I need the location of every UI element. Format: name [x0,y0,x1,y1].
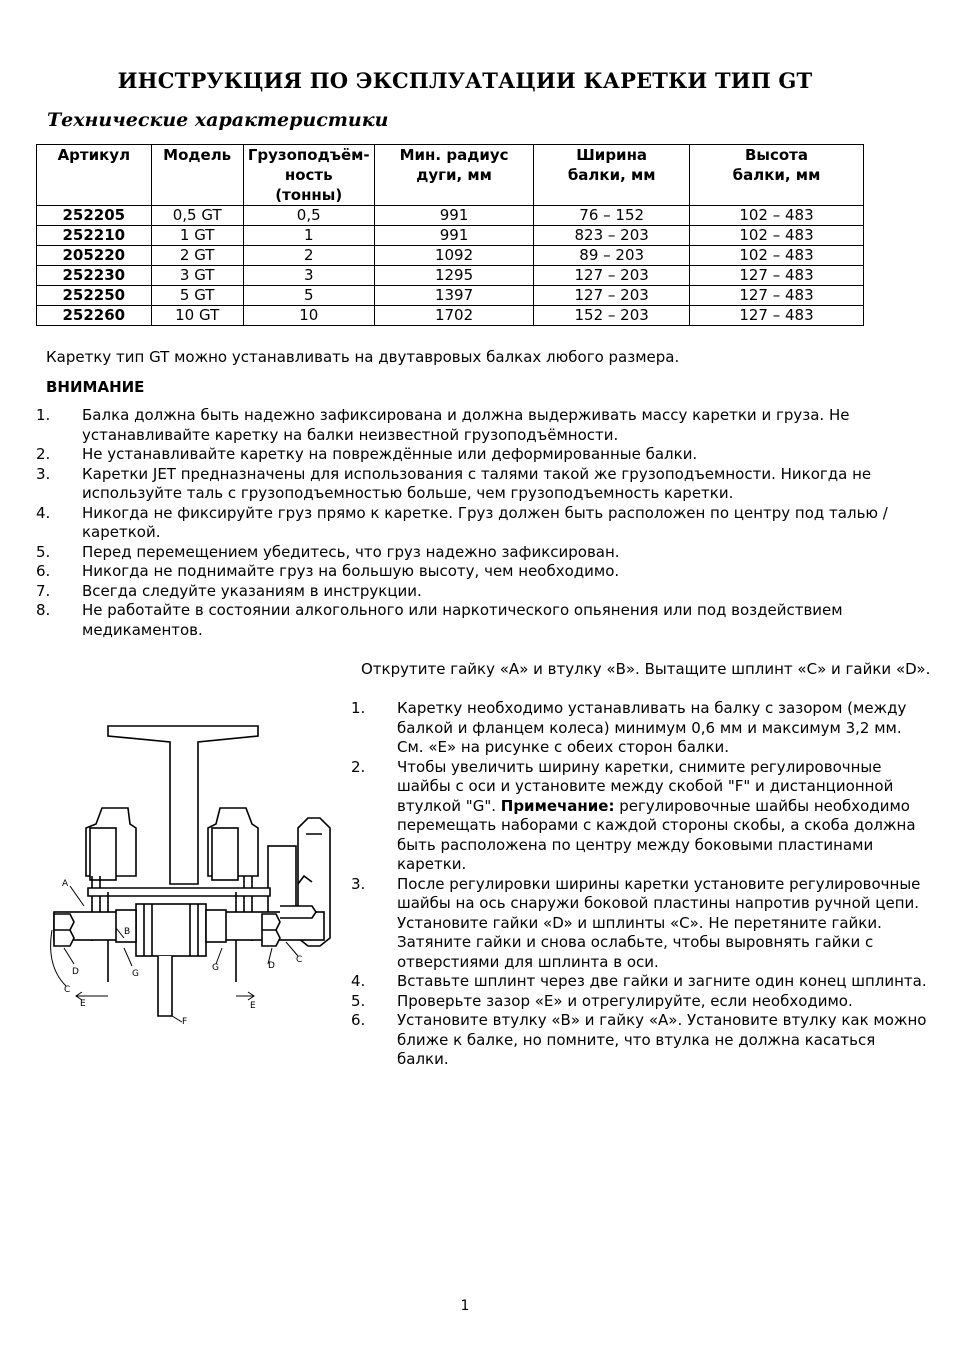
list-item: 6. Никогда не поднимайте груз на большую высоту, чем необходимо. [36,562,620,580]
cell-model: 3 GT [151,266,243,286]
cell-width: 127 – 203 [534,286,690,306]
cell-radius: 991 [374,206,534,226]
label-d-left: D [72,967,79,977]
cell-width: 127 – 203 [534,266,690,286]
table-row [37,206,864,226]
label-g-right: G [212,963,219,973]
cell-width: 823 – 203 [534,226,690,246]
table-row [37,266,864,286]
cell-radius: 991 [374,226,534,246]
list-item: 6. Установите втулку «В» и гайку «А». Установите втулку как можно ближе к балке, но помните, что втулка не должна касаться балки. [351,1011,927,1068]
cell-article: 205220 [37,246,152,266]
cell-height: 102 – 483 [689,206,863,226]
cell-capacity: 10 [243,306,374,326]
cell-model: 0,5 GT [151,206,243,226]
intro-text: Каретку тип GT можно устанавливать на двутавровых балках любого размера. [46,348,680,366]
header-radius: Мин. радиус дуги, мм [374,145,534,206]
cell-radius: 1397 [374,286,534,306]
cell-capacity: 0,5 [243,206,374,226]
cell-article: 252250 [37,286,152,306]
cell-model: 10 GT [151,306,243,326]
cell-height: 127 – 483 [689,286,863,306]
cell-capacity: 2 [243,246,374,266]
header-model: Модель [151,145,243,206]
cell-model: 1 GT [151,226,243,246]
warning-heading: ВНИМАНИЕ [46,378,145,396]
list-item: 5. Перед перемещением убедитесь, что груз надежно зафиксирован. [36,542,620,561]
cell-article: 252260 [37,306,152,326]
label-c-left: C [64,985,71,995]
warning-list [36,406,896,640]
cell-radius: 1295 [374,266,534,286]
table-row [37,306,864,326]
list-item: 7. Всегда следуйте указаниям в инструкции. [36,581,422,600]
install-intro: Открутите гайку «А» и втулку «В». Вытащите шплинт «С» и гайки «D». [361,660,931,678]
trolley-diagram [40,716,340,1028]
cell-radius: 1702 [374,306,534,326]
note-label: Примечание: [500,796,615,815]
cell-article: 252230 [37,266,152,286]
list-item: 4. Никогда не фиксируйте груз прямо к каретке. Груз должен быть расположен по центру под талью / кареткой. [36,503,888,541]
cell-article: 252210 [37,226,152,246]
label-g-left: G [132,969,139,979]
cell-model: 5 GT [151,286,243,306]
label-e-right: E [250,1001,256,1011]
cell-width: 76 – 152 [534,206,690,226]
table-row [37,226,864,246]
install-steps [351,699,931,1070]
header-capacity: Грузоподъём- ность (тонны) [243,145,374,206]
cell-capacity: 3 [243,266,374,286]
table-header-row [37,145,864,206]
label-c-right: C [296,955,303,965]
section-subtitle: Технические характеристики [47,109,389,131]
cell-width: 152 – 203 [534,306,690,326]
label-b: B [124,927,131,937]
label-a: A [62,879,69,889]
cell-model: 2 GT [151,246,243,266]
label-e-left: E [80,999,86,1009]
list-item: 4. Вставьте шплинт через две гайки и загните один конец шплинта. [351,972,927,990]
list-item: 2. Не устанавливайте каретку на повреждённые или деформированные балки. [36,445,698,463]
label-f: F [182,1017,188,1027]
table-row [37,286,864,306]
list-item: 8. Не работайте в состоянии алкогольного или наркотического опьянения или под воздействием медикаментов. [36,601,843,639]
label-d-right: D [268,961,275,971]
specs-table [36,144,864,326]
cell-radius: 1092 [374,246,534,266]
document-title: ИНСТРУКЦИЯ ПО ЭКСПЛУАТАЦИИ КАРЕТКИ ТИП GT [117,68,813,93]
cell-capacity: 5 [243,286,374,306]
header-height: Высота балки, мм [689,145,863,206]
cell-width: 89 – 203 [534,246,690,266]
page-number: 1 [460,1298,470,1314]
cell-height: 127 – 483 [689,266,863,286]
cell-article: 252205 [37,206,152,226]
list-item: 1. Каретку необходимо устанавливать на балку с зазором (между балкой и фланцем колеса) минимум 0,6 мм и максимум 3,2 мм. См. «Е» на рисунке с обеих сторон балки. [351,699,907,756]
cell-height: 127 – 483 [689,306,863,326]
cell-height: 102 – 483 [689,246,863,266]
cell-capacity: 1 [243,226,374,246]
cell-height: 102 – 483 [689,226,863,246]
list-item: 5. Проверьте зазор «Е» и отрегулируйте, если необходимо. [351,991,853,1010]
header-article: Артикул [37,145,152,206]
header-width: Ширина балки, мм [534,145,690,206]
list-item: 2. Чтобы увеличить ширину каретки, снимите регулировочные шайбы с оси и установите между скобой "F" и дистанционной втулкой "G". Примечание: регулировочные шайбы необходимо перемещать наборами с каждой стороны скобы, а скоба должна быть расположена по центру между боковыми пластинами каретки. [351,757,916,873]
list-item: 1. Балка должна быть надежно зафиксирована и должна выдерживать массу каретки и груза. Не устанавливайте каретку на балки неизвестной грузоподъёмности. [36,406,850,444]
list-item: 3. После регулировки ширины каретки установите регулировочные шайбы на ось снаружи боковой пластины напротив ручной цепи. Установите гайки «D» и шплинты «С». Не перетяните гайки. Затяните гайки и снова ослабьте, чтобы выровнять гайки с отверстиями для шплинта в оси. [351,874,921,971]
table-row [37,246,864,266]
list-item: 3. Каретки JET предназначены для использования с талями такой же грузоподъемности. Никогда не используйте таль с грузоподъемностью больше, чем грузоподъемность каретки. [36,464,872,502]
